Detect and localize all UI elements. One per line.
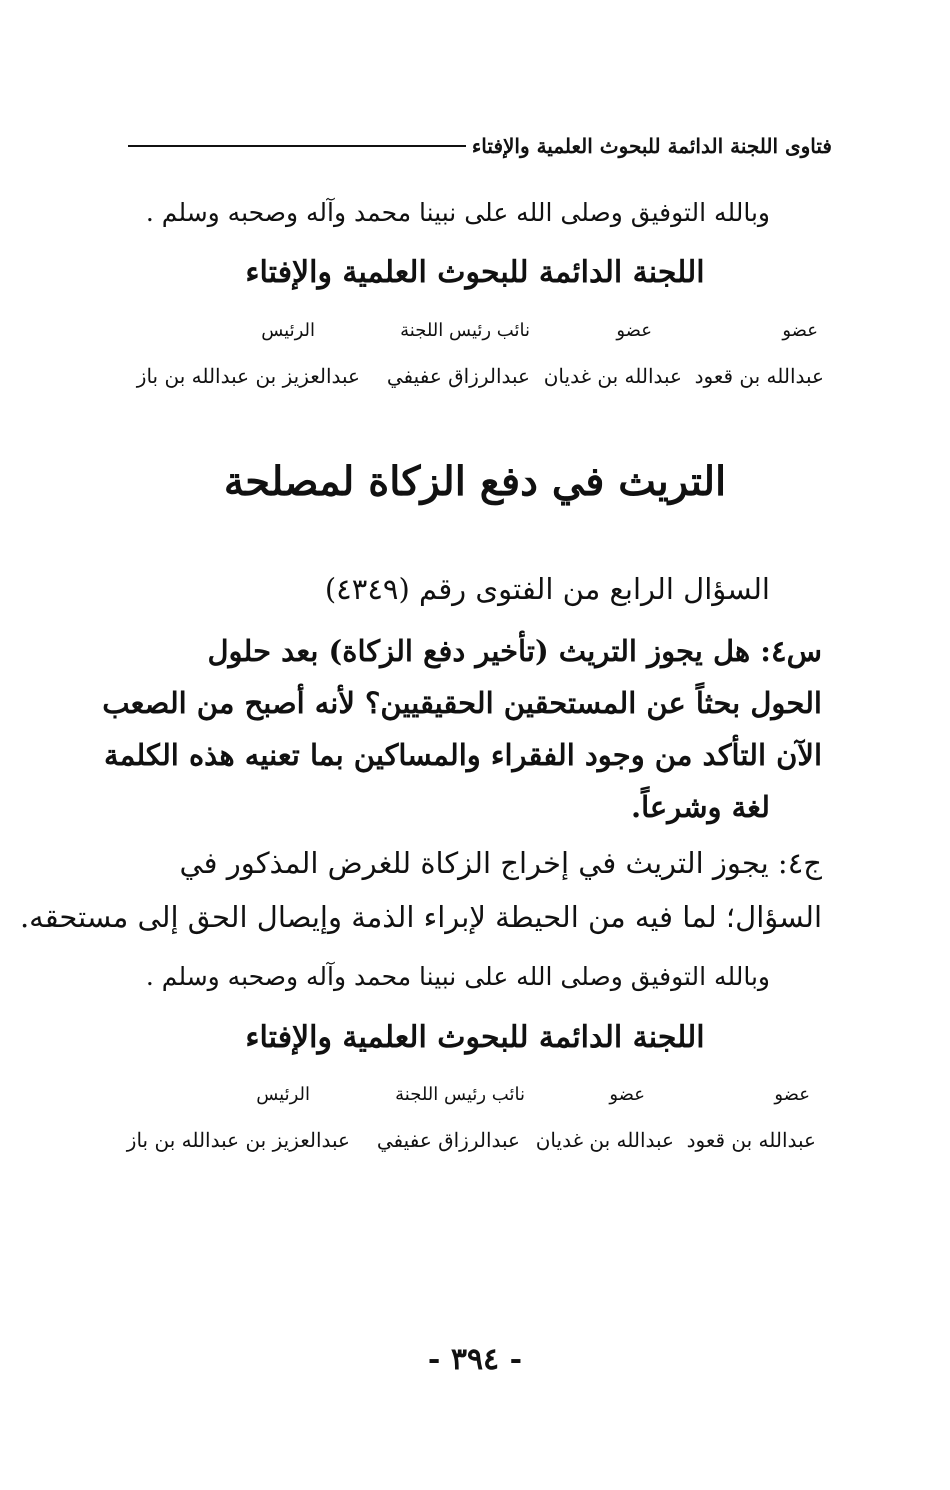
role-member-1b: عضو bbox=[616, 320, 652, 341]
page-number: - ٣٩٤ - bbox=[427, 1342, 523, 1377]
question-reference: السؤال الرابع من الفتوى رقم (٤٣٤٩) bbox=[324, 572, 770, 606]
committee-name-1: اللجنة الدائمة للبحوث العلمية والإفتاء bbox=[245, 255, 705, 290]
signatory-ibn-baz-1: عبدالعزيز بن عبدالله بن باز bbox=[136, 364, 360, 388]
role-chair-1: الرئيس bbox=[261, 320, 315, 341]
running-header-title: فتاوى اللجنة الدائمة للبحوث العلمية والإفتاء bbox=[471, 134, 832, 158]
signatory-ibn-ghudayan-1: عبدالله بن غديان bbox=[543, 364, 682, 388]
closing-prayer-2: وبالله التوفيق وصلى الله على نبينا محمد وآله وصحبه وسلم . bbox=[145, 962, 770, 991]
question-line-2: الحول بحثاً عن المستحقين الحقيقيين؟ لأنه أصبح من الصعب bbox=[102, 686, 822, 720]
role-vice-chair-1: نائب رئيس اللجنة bbox=[400, 320, 530, 341]
role-member-1a: عضو bbox=[782, 320, 818, 341]
question-line-4: لغة وشرعاً. bbox=[630, 790, 770, 824]
role-member-2b: عضو bbox=[609, 1084, 645, 1105]
fatwa-title: التريث في دفع الزكاة لمصلحة bbox=[223, 458, 727, 505]
signatory-ibn-qaud-2: عبدالله بن قعود bbox=[686, 1128, 816, 1152]
role-chair-2: الرئيس bbox=[256, 1084, 310, 1105]
question-line-3: الآن التأكد من وجود الفقراء والمساكين بما تعنيه هذه الكلمة bbox=[104, 738, 822, 772]
signatory-afifi-2: عبدالرزاق عفيفي bbox=[376, 1128, 520, 1152]
answer-line-2: السؤال؛ لما فيه من الحيطة لإبراء الذمة وإيصال الحق إلى مستحقه. bbox=[19, 900, 822, 934]
signatory-afifi-1: عبدالرزاق عفيفي bbox=[386, 364, 530, 388]
role-vice-chair-2: نائب رئيس اللجنة bbox=[395, 1084, 525, 1105]
signatory-ibn-qaud-1: عبدالله بن قعود bbox=[694, 364, 824, 388]
running-header bbox=[128, 128, 832, 164]
role-member-2a: عضو bbox=[774, 1084, 810, 1105]
signatory-ibn-ghudayan-2: عبدالله بن غديان bbox=[535, 1128, 674, 1152]
closing-prayer-1: وبالله التوفيق وصلى الله على نبينا محمد وآله وصحبه وسلم . bbox=[145, 198, 770, 227]
committee-name-2: اللجنة الدائمة للبحوث العلمية والإفتاء bbox=[245, 1020, 705, 1055]
signatory-ibn-baz-2: عبدالعزيز بن عبدالله بن باز bbox=[126, 1128, 350, 1152]
answer-line-1: ج٤: يجوز التريث في إخراج الزكاة للغرض المذكور في bbox=[179, 846, 822, 880]
question-line-1: س٤: هل يجوز التريث (تأخير دفع الزكاة) بعد حلول bbox=[207, 634, 822, 668]
header-rule bbox=[128, 145, 466, 147]
